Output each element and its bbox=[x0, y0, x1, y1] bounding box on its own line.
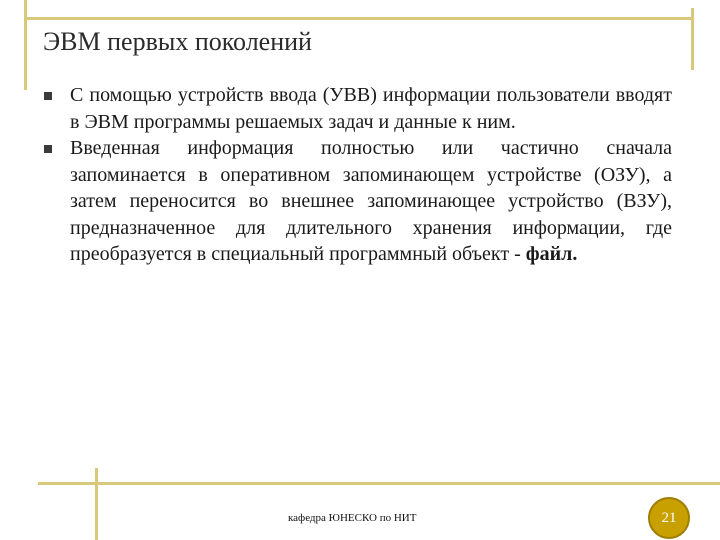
square-bullet-icon bbox=[44, 92, 52, 100]
footer-department: кафедра ЮНЕСКО по НИТ bbox=[288, 512, 417, 524]
bullet-item-2 bbox=[40, 135, 672, 268]
page-number: 21 bbox=[661, 509, 677, 526]
decorative-line-top bbox=[24, 17, 694, 20]
slide-title: ЭВМ первых поколений bbox=[43, 27, 312, 56]
bullet-text-2-bold: файл. bbox=[525, 243, 578, 265]
decorative-line-bottom-left bbox=[95, 468, 98, 540]
decorative-line-bottom bbox=[38, 482, 720, 485]
bullet-text-1: С помощью устройств ввода (УВВ) информации пользователи вводят в ЭВМ программы решаемых задач и данные к ним. bbox=[70, 84, 672, 133]
page-number-badge bbox=[648, 497, 690, 539]
square-bullet-icon bbox=[44, 145, 52, 153]
bullet-item-1 bbox=[40, 82, 672, 135]
bullet-text-2: Введенная информация полностью или частично сначала запоминается в оперативном запоминающем устройстве (ОЗУ), а затем переносится во внешнее запоминающее устройство (ВЗУ), предназначенное для длительного хранения информации, где преобразуется в специальный программный объект - bbox=[70, 137, 672, 265]
slide-content bbox=[40, 82, 672, 268]
decorative-line-left bbox=[24, 0, 27, 90]
decorative-line-right bbox=[691, 8, 694, 70]
